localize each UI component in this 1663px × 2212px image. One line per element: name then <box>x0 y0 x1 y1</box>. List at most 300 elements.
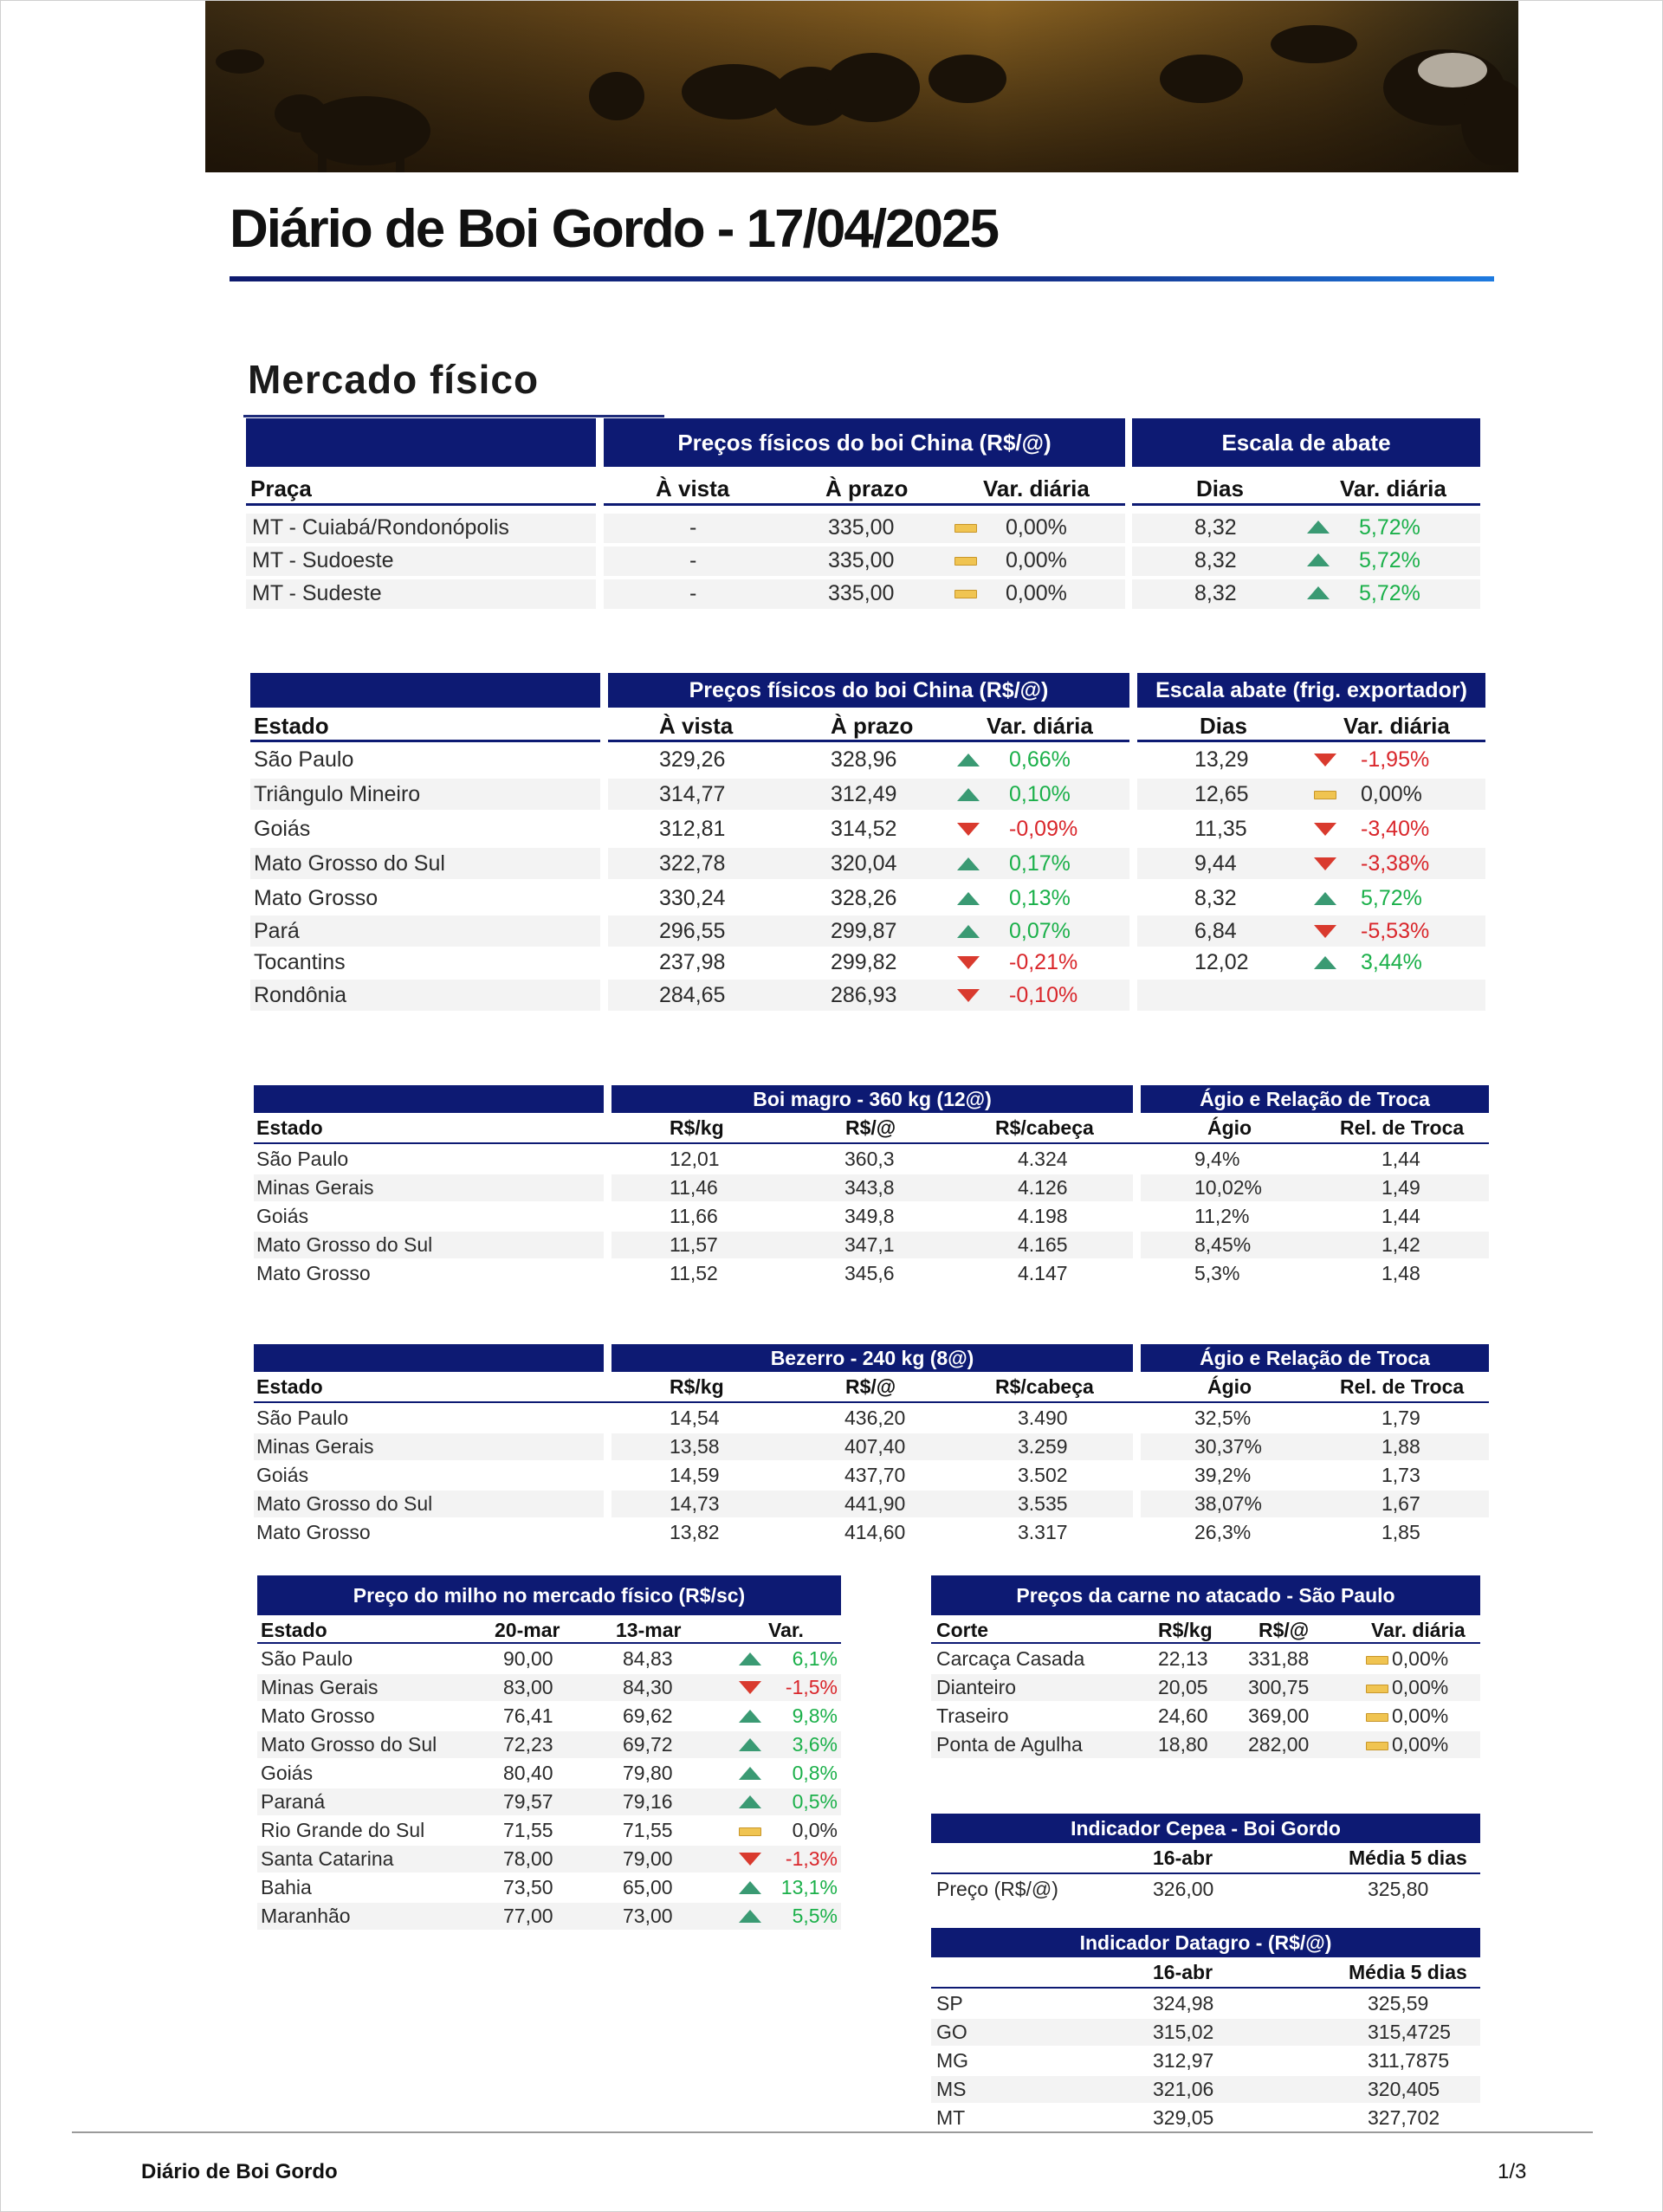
days-variation: -3,38% <box>1361 851 1430 876</box>
row-stripe <box>1132 514 1480 543</box>
price-per-head: 3.490 <box>1018 1407 1068 1429</box>
column-header: 13-mar <box>616 1619 682 1641</box>
days-variation: -3,40% <box>1361 817 1430 841</box>
price-vista: 296,55 <box>659 919 726 943</box>
price-vista: 314,77 <box>659 782 726 806</box>
corn-variation: 0,8% <box>792 1762 838 1784</box>
price-per-arroba: 331,88 <box>1248 1647 1310 1670</box>
price-per-kg: 11,46 <box>670 1176 718 1199</box>
section-underline <box>243 415 664 417</box>
state-name: Minas Gerais <box>256 1176 374 1199</box>
agio-value: 32,5% <box>1194 1407 1252 1429</box>
price-per-kg: 12,01 <box>670 1148 720 1170</box>
arrow-up-icon <box>739 1795 761 1808</box>
column-header: Rel. de Troca <box>1340 1116 1465 1139</box>
value-16-abr: 312,97 <box>1153 2049 1214 2072</box>
price-13-mar: 84,30 <box>623 1676 673 1698</box>
daily-variation: 0,07% <box>1009 919 1071 943</box>
state-name: Paraná <box>261 1790 326 1813</box>
corn-variation: -1,3% <box>785 1847 838 1870</box>
days-variation: 5,72% <box>1359 515 1420 540</box>
price-vista: 329,26 <box>659 747 726 772</box>
agio-value: 11,2% <box>1194 1205 1250 1227</box>
value-16-abr: 326,00 <box>1153 1878 1214 1900</box>
state-name: São Paulo <box>256 1407 349 1429</box>
daily-variation: -0,21% <box>1009 950 1078 974</box>
column-header: R$/@ <box>845 1116 896 1139</box>
slaughter-days: 8,32 <box>1194 581 1237 605</box>
column-header: Var. diária <box>1340 475 1446 501</box>
price-per-arroba: 343,8 <box>844 1176 895 1199</box>
state-name: Mato Grosso do Sul <box>254 851 445 876</box>
row-stripe <box>1132 579 1480 609</box>
row-stripe <box>1137 848 1485 879</box>
column-header: R$/kg <box>1158 1619 1213 1641</box>
header-rule <box>1137 740 1485 742</box>
table-title-bar: Indicador Datagro - (R$/@) <box>931 1928 1480 1957</box>
state-name: Triângulo Mineiro <box>254 782 421 806</box>
price-per-arroba: 414,60 <box>844 1521 906 1543</box>
section-title: Mercado físico <box>248 357 540 402</box>
price-vista: - <box>689 581 697 605</box>
arrow-up-icon <box>739 1738 761 1751</box>
praca-name: MT - Cuiabá/Rondonópolis <box>252 515 509 540</box>
price-20-mar: 72,23 <box>503 1733 553 1756</box>
price-per-head: 3.317 <box>1018 1521 1068 1543</box>
slaughter-days: 8,32 <box>1194 515 1237 540</box>
column-header: Dias <box>1196 475 1244 501</box>
arrow-down-icon <box>957 956 980 969</box>
slaughter-days: 11,35 <box>1194 817 1247 841</box>
agio-value: 26,3% <box>1194 1521 1252 1543</box>
header-rule <box>254 1401 1489 1403</box>
price-per-head: 4.147 <box>1018 1262 1068 1284</box>
value-16-abr: 315,02 <box>1153 2021 1214 2043</box>
slaughter-days: 13,29 <box>1194 747 1249 772</box>
price-13-mar: 79,16 <box>623 1790 673 1813</box>
praca-name: MT - Sudoeste <box>252 548 394 572</box>
column-header: À vista <box>656 475 730 501</box>
price-per-kg: 13,58 <box>670 1435 720 1458</box>
state-name: Mato Grosso do Sul <box>261 1733 437 1756</box>
table-header-block <box>250 673 600 708</box>
column-header: R$/@ <box>1259 1619 1310 1641</box>
daily-variation: 0,13% <box>1009 886 1071 910</box>
column-header: Média 5 dias <box>1349 1847 1467 1869</box>
daily-variation: 0,66% <box>1009 747 1071 772</box>
table-group-header: Ágio e Relação de Troca <box>1141 1085 1489 1113</box>
arrow-up-icon <box>957 754 980 766</box>
price-prazo: 286,93 <box>831 983 897 1007</box>
header-rule <box>246 503 596 506</box>
arrow-down-icon <box>1314 754 1336 766</box>
column-header: 16-abr <box>1153 1847 1213 1869</box>
state-name: São Paulo <box>254 747 354 772</box>
exchange-ratio: 1,44 <box>1382 1205 1420 1227</box>
slaughter-days: 9,44 <box>1194 851 1237 876</box>
column-header: Estado <box>256 1116 323 1139</box>
arrow-down-icon <box>1314 925 1336 938</box>
price-13-mar: 79,00 <box>623 1847 673 1870</box>
exchange-ratio: 1,79 <box>1382 1407 1420 1429</box>
agio-value: 30,37% <box>1194 1435 1263 1458</box>
price-per-arroba: 436,20 <box>844 1407 906 1429</box>
exchange-ratio: 1,85 <box>1382 1521 1420 1543</box>
price-prazo: 335,00 <box>828 515 895 540</box>
row-label: Preço (R$/@) <box>936 1878 1058 1900</box>
row-stripe <box>250 915 600 947</box>
price-20-mar: 77,00 <box>503 1905 553 1927</box>
price-prazo: 320,04 <box>831 851 897 876</box>
row-stripe <box>1132 547 1480 576</box>
row-stripe <box>1137 980 1485 1011</box>
arrow-up-icon <box>739 1653 761 1665</box>
table-header-block <box>254 1344 604 1372</box>
price-per-arroba: 369,00 <box>1248 1704 1310 1727</box>
header-rule <box>604 503 1125 506</box>
state-name: Maranhão <box>261 1905 351 1927</box>
row-label: SP <box>936 1992 963 2015</box>
days-variation: -1,95% <box>1361 747 1430 772</box>
price-per-arroba: 349,8 <box>844 1205 895 1227</box>
corn-variation: 13,1% <box>780 1876 838 1898</box>
cattle-banner-image <box>205 1 1518 172</box>
daily-variation: 0,00% <box>1392 1704 1449 1727</box>
table-group-header: Boi magro - 360 kg (12@) <box>611 1085 1133 1113</box>
days-variation: 5,72% <box>1361 886 1422 910</box>
price-per-kg: 24,60 <box>1158 1704 1208 1727</box>
table-title-bar: Preço do milho no mercado físico (R$/sc) <box>257 1575 841 1615</box>
column-header: Var. diária <box>983 475 1090 501</box>
flat-dash-icon <box>954 557 977 566</box>
arrow-up-icon <box>1307 521 1330 534</box>
state-name: Santa Catarina <box>261 1847 394 1870</box>
state-name: Rio Grande do Sul <box>261 1819 425 1841</box>
daily-variation: 0,10% <box>1009 782 1071 806</box>
state-name: São Paulo <box>256 1148 349 1170</box>
daily-variation: 0,00% <box>1392 1733 1449 1756</box>
flat-dash-icon <box>954 590 977 598</box>
arrow-up-icon <box>1314 956 1336 969</box>
footer-divider <box>72 2131 1593 2133</box>
corn-variation: 0,0% <box>792 1819 838 1841</box>
flat-dash-icon <box>739 1827 761 1836</box>
arrow-up-icon <box>957 892 980 905</box>
slaughter-days: 8,32 <box>1194 548 1237 572</box>
price-per-arroba: 407,40 <box>844 1435 906 1458</box>
cut-name: Dianteiro <box>936 1676 1017 1698</box>
row-label: GO <box>936 2021 967 2043</box>
column-header: Dias <box>1200 713 1247 739</box>
price-20-mar: 71,55 <box>503 1819 553 1841</box>
arrow-up-icon <box>1307 553 1330 566</box>
exchange-ratio: 1,48 <box>1382 1262 1420 1284</box>
price-20-mar: 80,40 <box>503 1762 553 1784</box>
arrow-down-icon <box>739 1681 761 1694</box>
slaughter-days: 12,02 <box>1194 950 1249 974</box>
state-name: Mato Grosso <box>256 1521 371 1543</box>
daily-variation: 0,00% <box>1392 1647 1449 1670</box>
row-label: MS <box>936 2078 967 2100</box>
state-name: Goiás <box>254 817 311 841</box>
value-media-5-dias: 315,4725 <box>1368 2021 1451 2043</box>
state-name: Mato Grosso do Sul <box>256 1233 433 1256</box>
daily-variation: 0,00% <box>1006 581 1067 605</box>
price-vista: 284,65 <box>659 983 726 1007</box>
state-name: Goiás <box>256 1464 309 1486</box>
header-rule <box>931 1642 1480 1644</box>
title-underline <box>230 276 1494 281</box>
cut-name: Ponta de Agulha <box>936 1733 1083 1756</box>
praca-name: MT - Sudeste <box>252 581 382 605</box>
days-variation: -5,53% <box>1361 919 1430 943</box>
price-prazo: 314,52 <box>831 817 897 841</box>
row-stripe <box>1141 1174 1489 1201</box>
table-header-block <box>246 418 596 467</box>
flat-dash-icon <box>1366 1713 1388 1722</box>
header-rule <box>608 740 1129 742</box>
column-header: Praça <box>250 475 312 501</box>
column-header: R$/cabeça <box>995 1116 1094 1139</box>
price-20-mar: 83,00 <box>503 1676 553 1698</box>
report-title: Diário de Boi Gordo - 17/04/2025 <box>230 199 998 259</box>
price-prazo: 299,82 <box>831 950 897 974</box>
row-stripe <box>1141 1433 1489 1460</box>
state-name: Tocantins <box>254 950 346 974</box>
value-16-abr: 329,05 <box>1153 2106 1214 2129</box>
state-name: São Paulo <box>261 1647 353 1670</box>
price-13-mar: 84,83 <box>623 1647 673 1670</box>
price-vista: - <box>689 515 697 540</box>
price-vista: 330,24 <box>659 886 726 910</box>
header-rule <box>254 1142 1489 1144</box>
state-name: Pará <box>254 919 300 943</box>
value-media-5-dias: 325,59 <box>1368 1992 1429 2015</box>
price-per-head: 4.165 <box>1018 1233 1068 1256</box>
value-16-abr: 321,06 <box>1153 2078 1214 2100</box>
price-per-kg: 11,66 <box>670 1205 718 1227</box>
arrow-down-icon <box>957 823 980 836</box>
row-stripe <box>1141 1232 1489 1258</box>
flat-dash-icon <box>1314 791 1336 799</box>
column-header: À vista <box>659 713 734 739</box>
price-prazo: 335,00 <box>828 548 895 572</box>
header-rule <box>931 1987 1480 1989</box>
corn-variation: 3,6% <box>792 1733 838 1756</box>
price-per-arroba: 441,90 <box>844 1492 906 1515</box>
price-per-head: 4.324 <box>1018 1148 1068 1170</box>
table-title-bar: Indicador Cepea - Boi Gordo <box>931 1814 1480 1843</box>
column-header: Var. diária <box>1371 1619 1466 1641</box>
row-stripe <box>1141 1491 1489 1517</box>
table-header-block <box>254 1085 604 1113</box>
column-header: Var. diária <box>1343 713 1450 739</box>
price-per-kg: 22,13 <box>1158 1647 1208 1670</box>
flat-dash-icon <box>1366 1742 1388 1750</box>
state-name: Mato Grosso <box>261 1704 375 1727</box>
table-group-header: Preços físicos do boi China (R$/@) <box>604 418 1125 467</box>
slaughter-days: 8,32 <box>1194 886 1237 910</box>
price-13-mar: 69,62 <box>623 1704 673 1727</box>
row-label: MT <box>936 2106 966 2129</box>
header-rule <box>257 1642 841 1644</box>
exchange-ratio: 1,67 <box>1382 1492 1420 1515</box>
column-header: Corte <box>936 1619 989 1641</box>
table-group-header: Ágio e Relação de Troca <box>1141 1344 1489 1372</box>
price-per-head: 4.126 <box>1018 1176 1068 1199</box>
price-13-mar: 71,55 <box>623 1819 673 1841</box>
daily-variation: -0,09% <box>1009 817 1078 841</box>
header-rule <box>1132 503 1480 506</box>
price-vista: - <box>689 548 697 572</box>
value-media-5-dias: 320,405 <box>1368 2078 1440 2100</box>
row-label: MG <box>936 2049 969 2072</box>
value-media-5-dias: 327,702 <box>1368 2106 1440 2129</box>
column-header: Ágio <box>1207 1375 1252 1398</box>
column-header: À prazo <box>825 475 909 501</box>
price-vista: 322,78 <box>659 851 726 876</box>
exchange-ratio: 1,42 <box>1382 1233 1420 1256</box>
price-per-kg: 14,54 <box>670 1407 720 1429</box>
price-per-kg: 14,59 <box>670 1464 720 1486</box>
price-per-kg: 14,73 <box>670 1492 720 1515</box>
price-per-kg: 13,82 <box>670 1521 720 1543</box>
table-group-header: Escala de abate <box>1132 418 1480 467</box>
days-variation: 3,44% <box>1361 950 1422 974</box>
cut-name: Carcaça Casada <box>936 1647 1085 1670</box>
column-header: 20-mar <box>495 1619 560 1641</box>
row-stripe <box>1137 915 1485 947</box>
price-20-mar: 90,00 <box>503 1647 553 1670</box>
flat-dash-icon <box>1366 1656 1388 1665</box>
agio-value: 9,4% <box>1194 1148 1240 1170</box>
price-prazo: 299,87 <box>831 919 897 943</box>
arrow-up-icon <box>957 925 980 938</box>
value-16-abr: 324,98 <box>1153 1992 1214 2015</box>
price-13-mar: 79,80 <box>623 1762 673 1784</box>
price-13-mar: 65,00 <box>623 1876 673 1898</box>
column-header: R$/kg <box>670 1375 724 1398</box>
row-stripe <box>1137 779 1485 810</box>
column-header: Estado <box>261 1619 327 1641</box>
price-per-kg: 11,52 <box>670 1262 718 1284</box>
state-name: Goiás <box>261 1762 314 1784</box>
agio-value: 39,2% <box>1194 1464 1252 1486</box>
agio-value: 5,3% <box>1194 1262 1240 1284</box>
footer-title: Diário de Boi Gordo <box>141 2160 338 2183</box>
price-13-mar: 73,00 <box>623 1905 673 1927</box>
page-number: 1/3 <box>1498 2160 1527 2183</box>
column-header: Estado <box>254 713 329 739</box>
state-name: Minas Gerais <box>256 1435 374 1458</box>
column-header: Média 5 dias <box>1349 1961 1467 1983</box>
state-name: Mato Grosso <box>254 886 379 910</box>
arrow-up-icon <box>957 857 980 870</box>
price-20-mar: 73,50 <box>503 1876 553 1898</box>
arrow-down-icon <box>739 1853 761 1866</box>
agio-value: 8,45% <box>1194 1233 1252 1256</box>
price-per-kg: 20,05 <box>1158 1676 1208 1698</box>
price-per-head: 3.502 <box>1018 1464 1068 1486</box>
price-prazo: 328,96 <box>831 747 897 772</box>
flat-dash-icon <box>954 524 977 533</box>
daily-variation: 0,00% <box>1392 1676 1449 1698</box>
price-per-kg: 18,80 <box>1158 1733 1208 1756</box>
corn-variation: 6,1% <box>792 1647 838 1670</box>
state-name: Goiás <box>256 1205 309 1227</box>
column-header: Ágio <box>1207 1116 1252 1139</box>
arrow-up-icon <box>739 1710 761 1723</box>
price-per-arroba: 437,70 <box>844 1464 906 1486</box>
value-media-5-dias: 325,80 <box>1368 1878 1429 1900</box>
price-per-head: 3.259 <box>1018 1435 1068 1458</box>
price-vista: 312,81 <box>659 817 726 841</box>
price-20-mar: 76,41 <box>503 1704 553 1727</box>
price-vista: 237,98 <box>659 950 726 974</box>
table-group-header: Bezerro - 240 kg (8@) <box>611 1344 1133 1372</box>
column-header: Var. diária <box>987 713 1093 739</box>
arrow-up-icon <box>739 1881 761 1894</box>
arrow-up-icon <box>957 788 980 801</box>
price-per-head: 3.535 <box>1018 1492 1068 1515</box>
state-name: Minas Gerais <box>261 1676 379 1698</box>
daily-variation: 0,00% <box>1006 515 1067 540</box>
exchange-ratio: 1,73 <box>1382 1464 1420 1486</box>
arrow-down-icon <box>1314 823 1336 836</box>
slaughter-days: 12,65 <box>1194 782 1249 806</box>
price-per-head: 4.198 <box>1018 1205 1068 1227</box>
price-per-arroba: 347,1 <box>844 1233 895 1256</box>
corn-variation: 0,5% <box>792 1790 838 1813</box>
agio-value: 10,02% <box>1194 1176 1263 1199</box>
price-prazo: 312,49 <box>831 782 897 806</box>
state-name: Bahia <box>261 1876 312 1898</box>
table-group-header: Preços físicos do boi China (R$/@) <box>608 673 1129 708</box>
value-media-5-dias: 311,7875 <box>1368 2049 1450 2072</box>
column-header: R$/@ <box>845 1375 896 1398</box>
table-title-bar: Preços da carne no atacado - São Paulo <box>931 1575 1480 1615</box>
price-prazo: 335,00 <box>828 581 895 605</box>
flat-dash-icon <box>1366 1685 1388 1693</box>
arrow-up-icon <box>739 1767 761 1780</box>
exchange-ratio: 1,88 <box>1382 1435 1420 1458</box>
slaughter-days: 6,84 <box>1194 919 1237 943</box>
price-per-arroba: 345,6 <box>844 1262 895 1284</box>
column-header: À prazo <box>831 713 914 739</box>
price-prazo: 328,26 <box>831 886 897 910</box>
state-name: Mato Grosso do Sul <box>256 1492 433 1515</box>
price-20-mar: 79,57 <box>503 1790 553 1813</box>
arrow-down-icon <box>957 989 980 1002</box>
column-header: Rel. de Troca <box>1340 1375 1465 1398</box>
column-header: Estado <box>256 1375 323 1398</box>
price-per-arroba: 282,00 <box>1248 1733 1310 1756</box>
state-name: Rondônia <box>254 983 347 1007</box>
state-name: Mato Grosso <box>256 1262 371 1284</box>
corn-variation: 9,8% <box>792 1704 838 1727</box>
table-group-header: Escala abate (frig. exportador) <box>1137 673 1485 708</box>
days-variation: 0,00% <box>1361 782 1422 806</box>
column-header: 16-abr <box>1153 1961 1213 1983</box>
arrow-down-icon <box>1314 857 1336 870</box>
daily-variation: 0,17% <box>1009 851 1071 876</box>
arrow-up-icon <box>1314 892 1336 905</box>
exchange-ratio: 1,49 <box>1382 1176 1420 1199</box>
price-per-kg: 11,57 <box>670 1233 718 1256</box>
header-rule <box>250 740 600 742</box>
corn-variation: 5,5% <box>792 1905 838 1927</box>
header-rule <box>931 1872 1480 1874</box>
